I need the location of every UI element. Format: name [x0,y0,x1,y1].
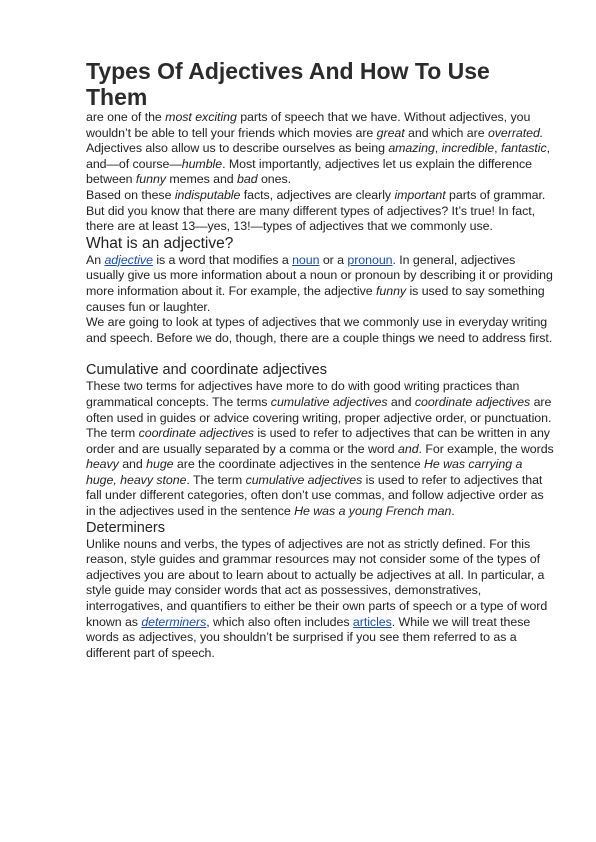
text-run: . While we will treat these words as adjectives, you shouldn’t be surprised if you see them referred to as a different part of speech. [86,614,531,660]
text-run: facts, adjectives are clearly [240,187,395,202]
article [86,58,556,661]
emphasis: overrated. [487,125,544,140]
text-run: , and—of course— [86,141,551,171]
link-determiners[interactable]: determiners [141,614,207,629]
emphasis: indisputable [174,187,241,202]
emphasis: funny [376,283,407,298]
intro-paragraph-1 [86,110,556,188]
text-run: is used to refer to adjectives that fall under different categories, often don’t use commas, and follow adjective order as in the adjectives used in the sentence [86,472,544,519]
emphasis: He was a young French man [294,504,452,519]
emphasis: incredible [441,141,495,156]
text-run: . The term [186,472,246,487]
emphasis: He was carrying a huge, heavy stone [86,457,523,487]
text-run: , [494,141,501,156]
text-run: These two terms for adjectives have more to do with good writing practices than grammatical concepts. The terms [86,379,520,409]
link-adjective[interactable]: adjective [104,252,153,267]
emphasis: amazing [388,141,435,156]
text-run: are often used in guides or advice covering writing, proper adjective order, or punctuation. The term [86,394,552,441]
what-is-paragraph-2 [86,315,556,346]
emphasis: cumulative adjectives [245,472,363,487]
text-run: parts of grammar. But did you know that there are many different types of adjectives? It’s true! In fact, there are at least 13—yes, 13!—types of adjectives that we commonly use. [86,187,546,234]
intro-paragraph-2 [86,188,556,235]
text-run: , [434,141,442,156]
cumulative-paragraph [86,379,556,519]
link-pronoun[interactable]: pronoun [347,252,393,267]
emphasis: most exciting [165,110,237,124]
emphasis: humble [181,156,223,171]
text-run: . For example, the words [418,441,554,456]
text-run: Based on these [86,187,175,202]
text-run: . [451,504,455,519]
what-is-paragraph-1 [86,253,556,315]
section-heading-cumulative: Cumulative and coordinate adjectives [86,362,327,379]
text-run: An [86,252,105,267]
text-run: We are going to look at types of adjectives that we commonly use in everyday writing and speech. Before we do, though, there are a couple things we need to address first. [86,315,553,345]
emphasis: funny [135,172,166,187]
page-title: Types Of Adjectives And How To Use Them [86,58,490,110]
emphasis: great [376,125,405,140]
text-run: is used to refer to adjectives that can be written in any order and are usually separated by a comma or the word [86,426,550,456]
text-run: ones. [257,172,292,187]
text-run: Unlike nouns and verbs, the types of adjectives are not as strictly defined. For this reason, style guides and grammar resources may not consider some of the types of adjectives you are about to learn about to actually be adjectives at all. In particular, a style guide may consider words that act as possessives, demonstratives, interrogatives, and quantifiers to either be their own parts of speech or a type of word known as [86,536,548,629]
emphasis: bad [237,172,258,187]
text-run: . In general, adjectives usually give us more information about a noun or pronoun by describing it or providing more information about it. For example, the adjective [86,252,553,298]
section-heading-what-is: What is an adjective? [86,234,234,252]
emphasis: cumulative adjectives [270,394,388,409]
determiners-paragraph [86,537,556,662]
emphasis: heavy [86,457,119,472]
link-articles[interactable]: articles [352,614,392,629]
text-run: or a [319,252,348,267]
text-run: memes and [165,172,238,187]
text-run: are one of the [86,110,166,124]
emphasis: fantastic [500,141,547,156]
text-run: is a word that modifies a [152,252,293,267]
emphasis: important [394,187,446,202]
emphasis: coordinate adjectives [138,426,254,441]
link-noun[interactable]: noun [292,252,320,267]
text-run: Adjectives also allow us to describe ourselves as being [86,141,389,156]
text-run: parts of speech that we have. Without adjectives, you wouldn’t be able to tell your friends which movies are [86,110,531,140]
text-run: and [387,394,415,409]
text-run: and [118,457,147,472]
text-run: . Most importantly, adjectives let us explain the difference between [86,156,532,187]
text-run: are the coordinate adjectives in the sentence [173,457,424,472]
emphasis: and [398,441,419,456]
emphasis: coordinate adjectives [414,394,531,409]
emphasis: huge [146,457,174,472]
text-run: and which are [404,125,488,140]
text-run: , which also often includes [206,614,353,629]
text-run: is used to say something causes fun or laughter. [86,283,545,314]
section-heading-determiners: Determiners [86,519,165,536]
